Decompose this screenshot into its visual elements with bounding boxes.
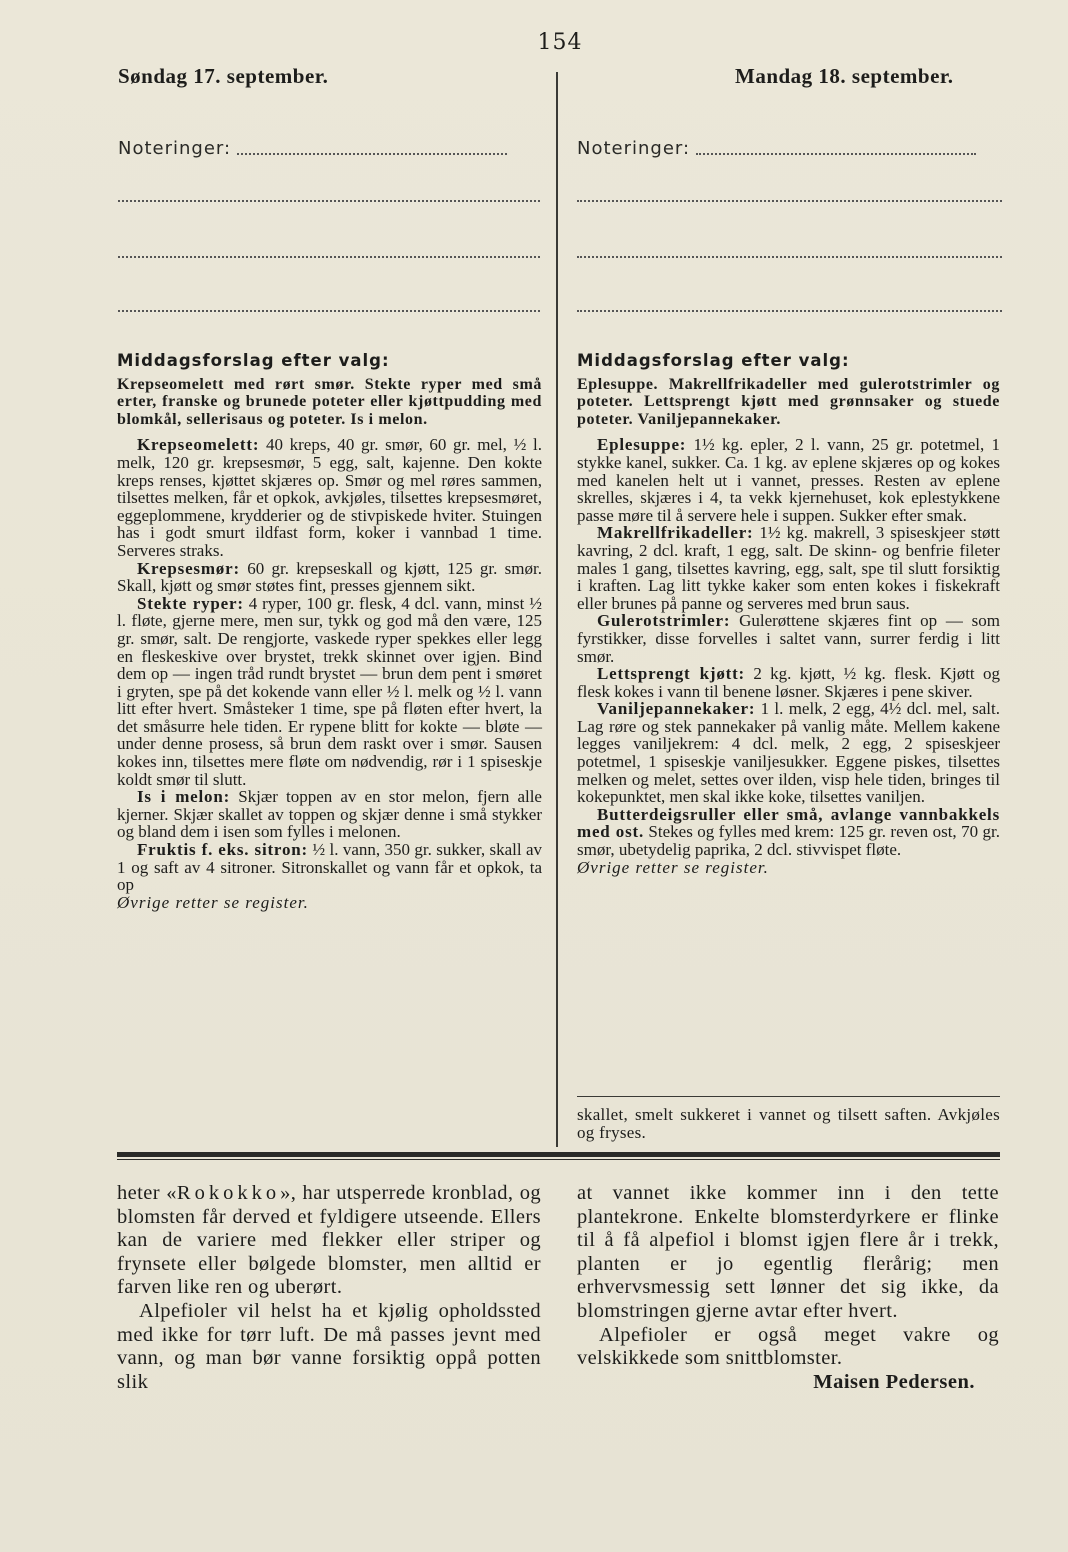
recipe-name: Butterdeigsruller eller små, avlange vannbakkels med ost. [577,804,1000,842]
right-notes-line[interactable] [577,200,1002,202]
recipe-name: Vaniljepannekaker: [597,699,756,719]
recipe-name: Krepsesmør: [137,558,240,578]
recipe-text: 1½ kg. makrell, 3 spiseskjeer støtt kavring, 2 dcl. kraft, 1 egg, salt. De skinn- og benfrie fileter males 1 gang, tilsettes kavring, egg, salt, spe til slutt forsiktig i kraften. Lag litt tykke kaker som enten kokes i fiskekraft eller brunes på panne og serveres med brun saus. [577,523,1000,613]
article-paragraph [117,1182,541,1300]
left-notes-line[interactable] [118,200,540,202]
recipe [117,788,542,841]
recipe-name: Makrellfrikadeller: [597,523,754,543]
recipe-text: Stekes og fylles med krem: 125 gr. reven ost, 70 gr. smør, ubetydelig paprika, 2 dcl. stivvispet fløte. [577,822,1000,860]
recipe [117,560,542,595]
left-notes-line[interactable] [118,310,540,312]
recipe-text: 1½ kg. epler, 2 l. vann, 25 gr. potetmel, 1 stykke kanel, sukker. Ca. 1 kg. av eplene skjæres op og kokes med kanelen helt ut i vannet, presses. Resten av eplene skrelles, skjæres i 4, ta vekk kjernehuset, kok eplestykkene passe møre til å servere hele i suppen. Sukker efter smak. [577,435,1000,525]
page-number: 154 [537,30,583,55]
recipe [577,612,1000,665]
recipe-text: Gulerøttene skjæres fint op — som fyrstikker, disse forvelles i saltet vann, surrer ferdig i litt smør. [577,611,1000,666]
recipe-text: 60 gr. krepseskall og kjøtt, 125 gr. smør. Skall, kjøtt og smør støtes fint, presses gjennem sikt. [117,558,542,596]
right-menu-column [577,352,1000,876]
recipe-name: Fruktis f. eks. sitron: [137,840,308,860]
recipe [577,806,1000,859]
recipe-text: 4 ryper, 100 gr. flesk, 4 dcl. vann, minst ½ l. fløte, gjerne mere, men sur, tykk og god må den være, 125 gr. smør, salt. De rengjorte, vaskede ryper spekkes eller legg en fleskeskive over brystet, trekk skinnet over igjen. Bind dem op — ingen tråd rundt brystet — brun dem pent i smøret i gryten, spe på det kokende vann eller ½ l. melk og ½ l. vann litt efter hvert. Småsteker 1 time, spe på fløten efter hvert, la det småsurre hele tiden. Er rypene blitt for kokte — bløte — under denne prosess, så brun dem raskt over i smør. Sausen kokes inn, tilsettes mere fløte om nødvendig, rør i 1 spiseskje koldt smør til slutt. [117,593,542,789]
left-other-dishes: Øvrige retter se register. [117,892,309,912]
recipe-text: 1 l. melk, 2 egg, 4½ dcl. mel, salt. Lag røre og stek pannekaker på vanlig måte. Mellem kakene legges vaniljekrem: 4 dcl. melk, 2 egg, 2 spiseskjeer potetmel, 1 spiseskje vaniljesukker. Eggene piskes, tilsettes melken og melet, settes over ilden, visp hele tiden, bringes til kokepunktet, men skal ikke koke, tilsettes vaniljen. [577,699,1000,807]
article-left-column [117,1182,541,1394]
recipe-name: Gulerotstrimler: [597,611,731,631]
left-menu-column [117,352,542,911]
right-menu-summary: Eplesuppe. Makrellfrikadeller med gulerotstrimler og poteter. Lettsprengt kjøtt med grønnsaker og stuede poteter. Vaniljepannekaker. [577,375,1000,428]
right-notes-line[interactable] [577,310,1002,312]
left-menu-heading: Middagsforslag efter valg: [117,351,390,370]
recipe-name: Lettsprengt kjøtt: [597,664,745,684]
recipe-continuation: skallet, smelt sukkeret i vannet og tilsett saften. Avkjøles og fryses. [577,1105,1000,1142]
article-paragraph: at vannet ikke kommer inn i den tette plantekrone. Enkelte blomsterdyrkere er flinke til å få alpefiol i blomst igjen flere år i trekk, planten er jo egentlig flerårig; men erhvervsmessig sett lønner det sig ikke, da blomstringen gjerne avtar efter hvert. [577,1182,999,1322]
recipe [577,665,1000,700]
left-notes-line[interactable] [118,256,540,258]
left-notes-dotline [237,153,507,155]
right-notes-label: Noteringer: [577,138,691,159]
recipe-name: Is i melon: [137,787,231,807]
section-divider [117,1152,1000,1157]
left-notes-field[interactable] [118,138,507,159]
recipe-text: 2 kg. kjøtt, ½ kg. flesk. Kjøtt og flesk kokes i vann til benene løsner. Skjæres i pene skiver. [577,664,1000,701]
left-menu-summary: Krepseomelett med rørt smør. Stekte ryper med små erter, franske og brunede poteter eller kjøttpudding med blomkål, sellerisaus og poteter. Is i melon. [117,375,542,428]
article-paragraph: Alpefioler er også meget vakre og velskikkede som snittblomster. [577,1323,999,1370]
recipe-name: Eplesuppe: [597,435,687,455]
recipe-text: ½ l. vann, 350 gr. sukker, skall av 1 og saft av 4 sitroner. Sitronskallet og vann får et opkok, ta op [117,840,542,895]
column-divider [556,72,558,1147]
right-notes-field[interactable] [577,138,976,159]
article-paragraph: Alpefioler vil helst ha et kjølig opholdssted med ikke for tørr luft. De må passes jevnt med vann, og man bør vanne forsiktig oppå potten slik [117,1299,541,1393]
left-notes-label: Noteringer: [118,138,232,159]
recipe-name: Krepseomelett: [137,435,260,455]
recipe [577,524,1000,612]
article-text: heter « [117,1182,177,1204]
article-right-column [577,1182,999,1394]
recipe-text: 40 kreps, 40 gr. smør, 60 gr. mel, ½ l. melk, 120 gr. krepsesmør, 5 egg, salt, kajenne. Den kokte kreps renses, kjøttet skjæres op. Smør og mel røres sammen, tilsettes melken, får et opkok, avkjøles, tilsettes krepsesmøret, eggeplommene, krydderier og de stivpiskede hviter. Stuingen has i godt smurt ildfast form, koker i vannbad 1 time. Serveres straks. [117,435,542,560]
article-author: Maisen Pedersen. [813,1370,975,1393]
left-day-heading: Søndag 17. september. [118,64,329,88]
recipe [577,700,1000,806]
article-text: », har utsperrede kronblad, og blomsten får derved et fyldigere utseende. Ellers kan de variere med flekker eller striper og frynsete eller bølgede blomster, men alltid er farven like ren og uberørt. [117,1182,542,1299]
right-menu-heading: Middagsforslag efter valg: [577,351,850,370]
recipe [117,841,542,894]
recipe-name: Stekte ryper: [137,593,244,613]
recipe [117,436,542,559]
right-day-heading: Mandag 18. september. [735,64,954,88]
right-notes-line[interactable] [577,256,1002,258]
recipe-text: Skjær toppen av en stor melon, fjern alle kjerner. Skjær skallet av toppen og skjær denne i små stykker og bland dem i isen som fylles i melonen. [117,787,542,842]
recipe [577,436,1000,524]
right-other-dishes: Øvrige retter se register. [577,857,769,877]
recipe [117,595,542,789]
continuation-rule [577,1096,1000,1097]
article-cultivar-name: Rokokko [176,1182,281,1204]
right-notes-dotline [696,153,976,155]
